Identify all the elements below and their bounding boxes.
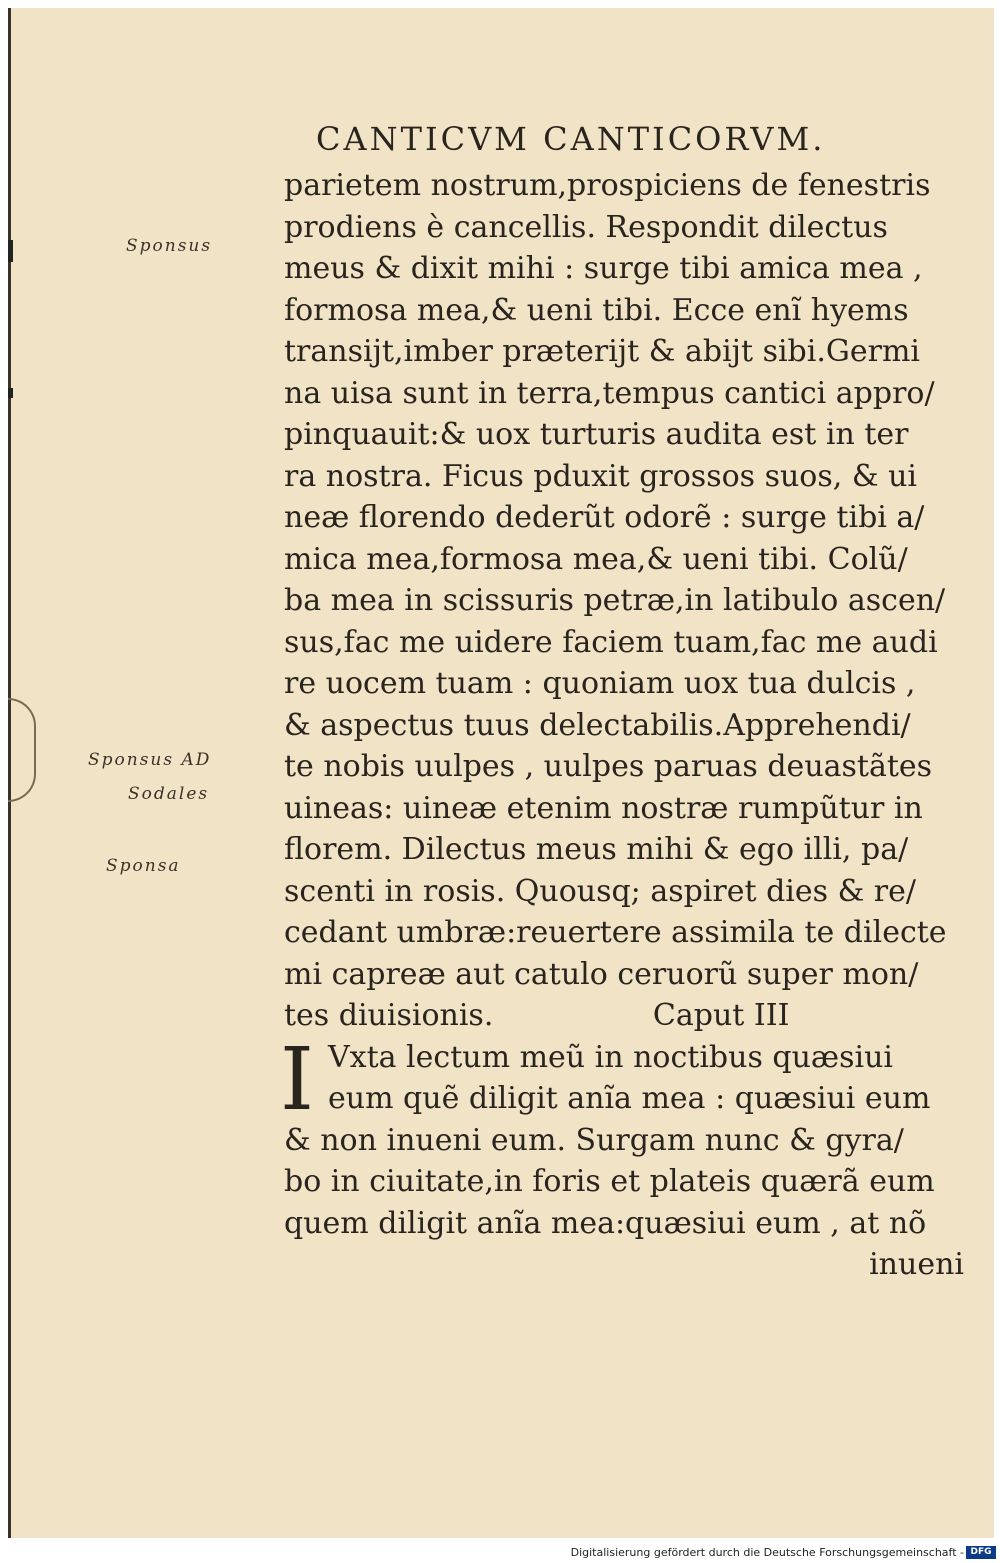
last-verse-line: tes diuisionis. xyxy=(284,998,494,1033)
text-line: mica mea,formosa mea,& ueni tibi. Colũ/ xyxy=(284,541,908,577)
text-line: & non inueni eum. Surgam nunc & gyra/ xyxy=(284,1122,904,1158)
text-line: ba mea in scissuris petræ,in latibulo ascen/ xyxy=(284,583,946,618)
footer-credit xyxy=(0,1546,1000,1563)
text-line: Vxta lectum meũ in noctibus quæsiui xyxy=(328,1039,894,1075)
clasp-shadow xyxy=(8,698,36,802)
text-line: & aspectus tuus delectabilis.Apprehendi/ xyxy=(284,707,911,743)
text-line: sus,fac me uidere faciem tuam,fac me audi xyxy=(284,624,938,660)
text-line: formosa mea,& ueni tibi. Ecce enĩ hyems xyxy=(284,292,909,328)
text-line: bo in ciuitate,in foris et plateis quærã eum xyxy=(284,1164,935,1199)
margin-note-sponsa: Sponsa xyxy=(106,856,181,876)
drop-cap: I xyxy=(280,1029,314,1130)
text-line: meus & dixit mihi : surge tibi amica mea , xyxy=(284,251,923,286)
text-line: eum quẽ diligit anĩa mea : quæsiui eum xyxy=(328,1081,931,1116)
chapter-heading: Caput III xyxy=(652,998,790,1033)
margin-note-sodales: Sodales xyxy=(128,784,210,804)
text-line: parietem nostrum,prospiciens de fenestris xyxy=(284,168,931,203)
text-line: mi capreæ aut catulo ceruorũ super mon/ xyxy=(284,956,919,992)
dfg-logo: DFG xyxy=(966,1546,996,1559)
running-header: CANTICVM CANTICORVM. xyxy=(316,120,826,158)
margin-note-sponsus: Sponsus xyxy=(126,236,213,256)
text-line: quem diligit anĩa mea:quæsiui eum , at nõ xyxy=(284,1205,927,1241)
text-line: prodiens è cancellis. Respondit dilectus xyxy=(284,209,888,245)
text-line: te nobis uulpes , uulpes paruas deuastãtes xyxy=(284,749,933,784)
binding-mark xyxy=(8,388,13,398)
chapter-block xyxy=(280,1029,964,1286)
text-line-with-heading xyxy=(284,995,964,1037)
main-text xyxy=(280,165,964,1286)
text-line: na uisa sunt in terra,tempus cantici appro/ xyxy=(284,375,935,411)
catchword: inueni xyxy=(869,1247,964,1282)
footer-text: Digitalisierung gefördert durch die Deutsche Forschungsgemeinschaft - xyxy=(570,1546,964,1559)
text-line: scenti in rosis. Quousq; aspiret dies & re/ xyxy=(284,873,917,909)
text-line: florem. Dilectus meus mihi & ego illi, pa/ xyxy=(284,832,909,867)
text-line: neæ florendo dederũt odorẽ : surge tibi a/ xyxy=(284,500,925,535)
text-line: pinquauit:& uox turturis audita est in ter xyxy=(284,417,909,452)
margin-note-sponsus-ad: Sponsus AD xyxy=(88,750,212,770)
text-line: cedant umbræ:reuertere assimila te dilecte xyxy=(284,915,947,950)
text-line: uineas: uineæ etenim nostræ rumpũtur in xyxy=(284,790,923,826)
text-line: transijt,imber præterijt & abijt sibi.Germi xyxy=(284,334,920,369)
text-line: re uocem tuam : quoniam uox tua dulcis , xyxy=(284,666,916,701)
binding-mark xyxy=(8,240,13,262)
text-line: ra nostra. Ficus pduxit grossos suos, & ui xyxy=(284,458,917,494)
